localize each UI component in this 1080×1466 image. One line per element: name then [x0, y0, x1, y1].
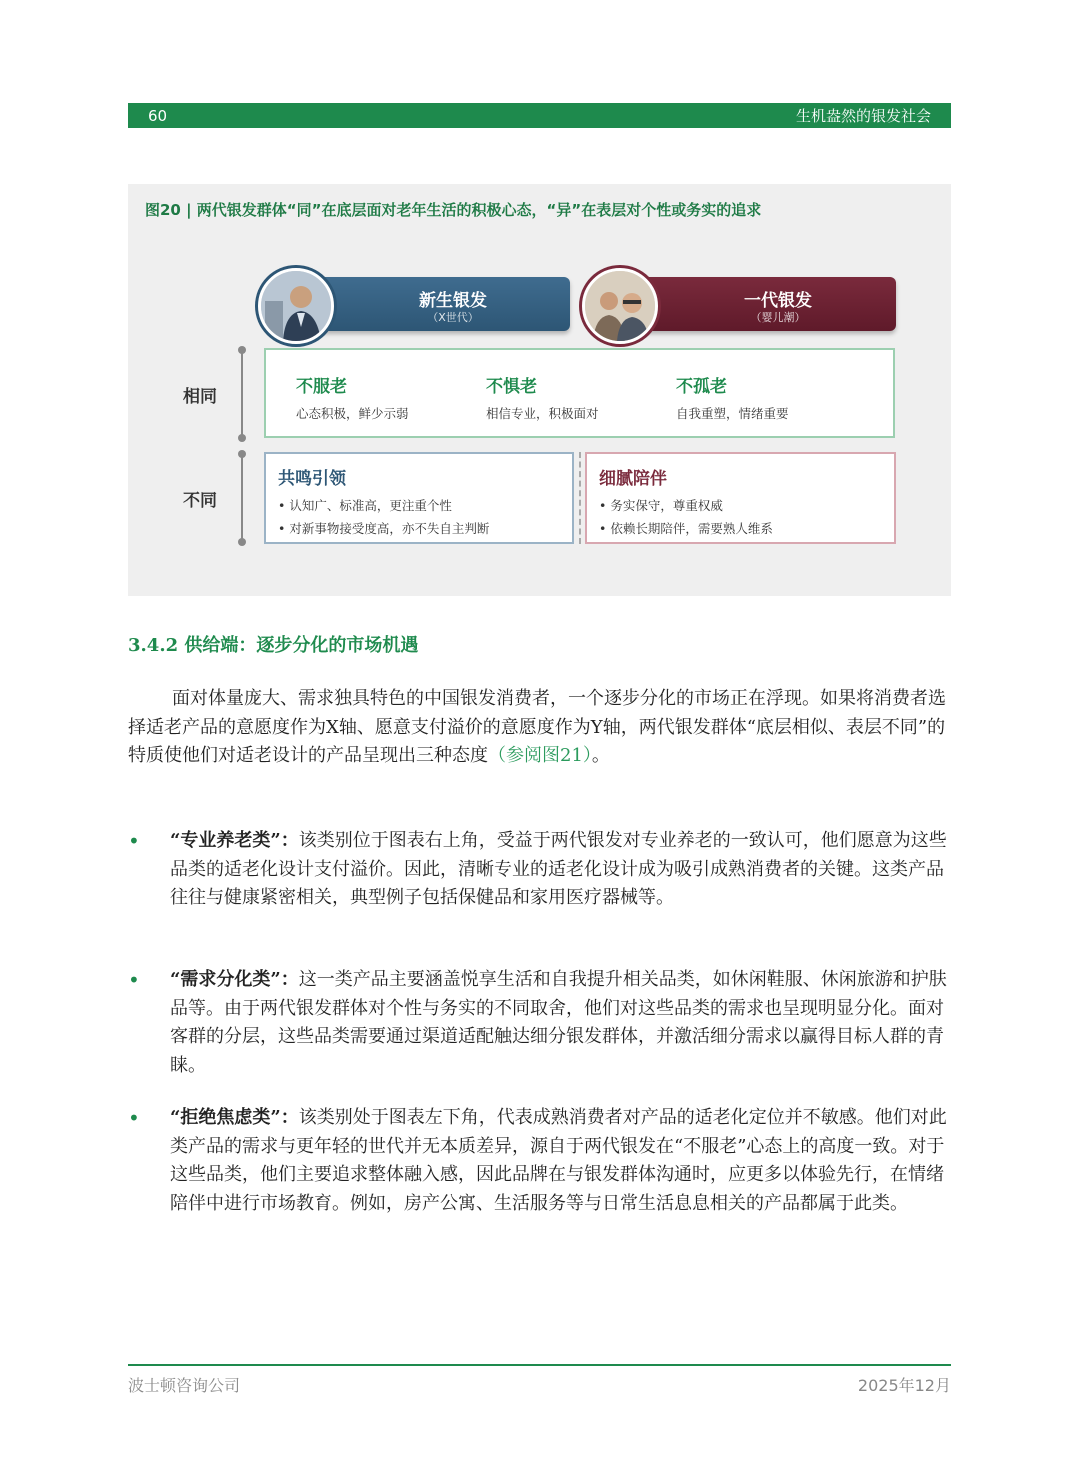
same-item: [486, 372, 599, 422]
same-item-desc: 心态积极，鲜少示弱: [296, 406, 409, 421]
bullet-text: [170, 1104, 951, 1218]
diff-box-new: [264, 452, 574, 544]
same-item-desc: 相信专业，积极面对: [486, 406, 599, 421]
same-box: [264, 348, 895, 438]
intro-paragraph: [128, 685, 951, 771]
same-item: [296, 372, 409, 422]
figure-panel: [128, 184, 951, 596]
intro-end: 。: [591, 745, 610, 766]
same-item-title: 不惧老: [486, 377, 537, 397]
bullet-body: 该类别位于图表右上角，受益于两代银发对专业养老的一致认可，他们愿意为这些品类的适老化设计支付溢价。因此，清晰专业的适老化设计成为吸引成熟消费者的关键。这类产品往往与健康紧密相关，典型例子包括保健品和家用医疗器械等。: [170, 830, 947, 908]
intro-text: 面对体量庞大、需求独具特色的中国银发消费者，一个逐步分化的市场正在浮现。如果将消费者选择适老产品的意愿度作为X轴、愿意支付溢价的意愿度作为Y轴，两代银发群体“底层相似、表层不同”的特质使他们对适老设计的产品呈现出三种态度: [128, 688, 946, 766]
diff-divider: [579, 452, 581, 544]
footer-company: 波士顿咨询公司: [128, 1376, 241, 1395]
bullet-dot-icon: •: [128, 1106, 140, 1130]
bullet-lead: “专业养老类”：: [170, 830, 299, 851]
book-title: 生机盎然的银发社会: [795, 107, 931, 125]
gen-old-avatar: [582, 268, 658, 344]
same-bracket: [241, 350, 243, 438]
gen-new-banner: [276, 277, 570, 331]
diff-bracket: [241, 454, 243, 542]
figure-reference-link[interactable]: （参阅图21）: [488, 745, 592, 766]
page-number: 60: [148, 106, 168, 125]
section-heading: 3.4.2 供给端：逐步分化的市场机遇: [128, 635, 419, 656]
bullet-body: 该类别处于图表左下角，代表成熟消费者对产品的适老化定位并不敏感。他们对此类产品的需求与更年轻的世代并无本质差异，源自于两代银发在“不服老”心态上的高度一致。对于这些品类，他们主要追求整体融入感，因此品牌在与银发群体沟通时，应更多以体验先行，在情绪陪伴中进行市场教育。例如，房产公寓、生活服务等与日常生活息息相关的产品都属于此类。: [170, 1107, 947, 1214]
row-label-same: 相同: [183, 387, 217, 407]
diff-new-point: • 对新事物接受度高，亦不失自主判断: [278, 521, 490, 536]
row-label-diff: 不同: [183, 491, 217, 511]
bullet-dot-icon: •: [128, 829, 140, 853]
same-item-title: 不孤老: [676, 377, 727, 397]
gen-new-avatar: [258, 268, 334, 344]
gen-old-sub: （婴儿潮）: [750, 311, 806, 324]
diff-box-old: [585, 452, 896, 544]
diff-old-title: 细腻陪伴: [599, 469, 667, 489]
gen-old-banner: [600, 277, 896, 331]
same-item-title: 不服老: [296, 377, 347, 397]
diff-new-title: 共鸣引领: [278, 469, 346, 489]
gen-new-sub: （X世代）: [427, 311, 479, 324]
figure-title: 图20 | 两代银发群体“同”在底层面对老年生活的积极心态，“异”在表层对个性或务实的追求: [145, 201, 762, 219]
diff-old-point: • 务实保守，尊重权威: [599, 498, 723, 513]
diff-new-point: • 认知广、标准高，更注重个性: [278, 498, 452, 513]
bullet-text: [170, 966, 951, 1080]
same-item: [676, 372, 789, 422]
bullet-lead: “拒绝焦虑类”：: [170, 1107, 299, 1128]
bullet-text: [170, 827, 951, 913]
gen-old-name: 一代银发: [744, 291, 812, 311]
footer-divider: [128, 1364, 951, 1366]
bullet-body: 这一类产品主要涵盖悦享生活和自我提升相关品类，如休闲鞋服、休闲旅游和护肤品等。由于两代银发群体对个性与务实的不同取舍，他们对这些品类的需求也呈现明显分化。面对客群的分层，这些品类需要通过渠道适配触达细分银发群体，并激活细分需求以赢得目标人群的青睐。: [170, 969, 947, 1076]
gen-new-name: 新生银发: [419, 291, 487, 311]
same-item-desc: 自我重塑，情绪重要: [676, 406, 789, 421]
diff-old-point: • 依赖长期陪伴，需要熟人维系: [599, 521, 773, 536]
bullet-dot-icon: •: [128, 968, 140, 992]
bullet-lead: “需求分化类”：: [170, 969, 299, 990]
footer-date: 2025年12月: [857, 1376, 951, 1395]
header-bar: [128, 103, 951, 128]
